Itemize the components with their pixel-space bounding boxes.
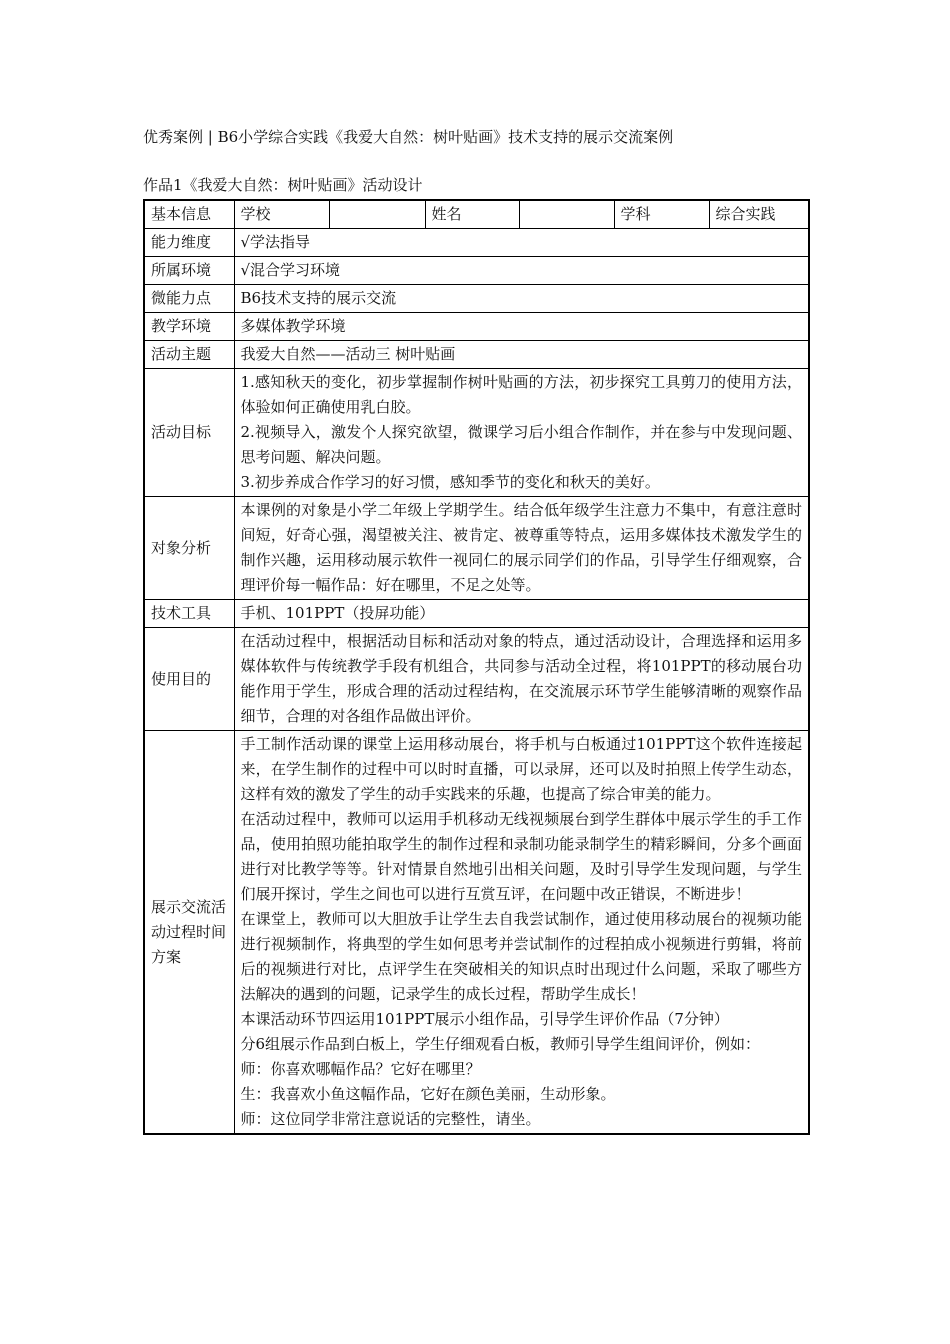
- goals-label: 活动目标: [144, 369, 234, 497]
- plan-label: 展示交流活动过程时间方案: [144, 731, 234, 1135]
- row-ability: [144, 229, 809, 257]
- school-value: [329, 200, 425, 229]
- row-environment: [144, 257, 809, 285]
- plan-dialogue-line: 师：你喜欢哪幅作品？它好在哪里？: [240, 1060, 481, 1078]
- plan-paragraph: 本课活动环节四运用101PPT展示小组作品，引导学生评价作品（7分钟）: [240, 1010, 729, 1028]
- tools-label: 技术工具: [144, 600, 234, 628]
- name-value: [519, 200, 614, 229]
- name-label: 姓名: [425, 200, 519, 229]
- environment-label: 所属环境: [144, 257, 234, 285]
- row-theme: [144, 341, 809, 369]
- analysis-label: 对象分析: [144, 497, 234, 600]
- purpose-label: 使用目的: [144, 628, 234, 731]
- row-micro-point: [144, 285, 809, 313]
- theme-value: 我爱大自然——活动三 树叶贴画: [234, 341, 809, 369]
- plan-paragraph: 分6组展示作品到白板上，学生仔细观看白板，教师引导学生组间评价，例如：: [240, 1035, 761, 1053]
- teaching-env-value: 多媒体教学环境: [234, 313, 809, 341]
- goal-item: 2.视频导入，激发个人探究欲望，微课学习后小组合作制作，并在参与中发现问题、思考问题、解决问题。: [240, 423, 802, 466]
- row-analysis: [144, 497, 809, 600]
- row-goals: [144, 369, 809, 497]
- analysis-text: 本课例的对象是小学二年级上学期学生。结合低年级学生注意力不集中，有意注意时间短，好奇心强，渴望被关注、被肯定、被尊重等特点，运用多媒体技术激发学生的制作兴趣，运用移动展示软件一视同仁的展示同学们的作品，引导学生仔细观察，合理评价每一幅作品：好在哪里，不足之处等。: [234, 497, 809, 600]
- row-plan: [144, 731, 809, 1135]
- purpose-text: 在活动过程中，根据活动目标和活动对象的特点，通过活动设计，合理选择和运用多媒体软件与传统教学手段有机组合，共同参与活动全过程，将101PPT的移动展台功能作用于学生，形成合理的活动过程结构，在交流展示环节学生能够清晰的观察作品细节，合理的对各组作品做出评价。: [234, 628, 809, 731]
- row-basic-info: [144, 200, 809, 229]
- row-teaching-env: [144, 313, 809, 341]
- subject-label: 学科: [614, 200, 709, 229]
- basic-info-label: 基本信息: [144, 200, 234, 229]
- goals-content: [234, 369, 809, 497]
- subject-value: 综合实践: [709, 200, 809, 229]
- document-title: 优秀案例 | B6小学综合实践《我爱大自然：树叶贴画》技术支持的展示交流案例: [143, 128, 674, 146]
- ability-value: √学法指导: [234, 229, 809, 257]
- micro-point-label: 微能力点: [144, 285, 234, 313]
- plan-content: [234, 731, 809, 1135]
- goal-item: 3.初步养成合作学习的好习惯，感知季节的变化和秋天的美好。: [240, 473, 660, 491]
- teaching-env-label: 教学环境: [144, 313, 234, 341]
- plan-paragraph: 手工制作活动课的课堂上运用移动展台，将手机与白板通过101PPT这个软件连接起来，在学生制作的过程中可以时时直播，可以录屏，还可以及时拍照上传学生动态，这样有效的激发了学生的动手实践来的乐趣，也提高了综合审美的能力。: [240, 735, 802, 803]
- plan-dialogue-line: 师：这位同学非常注意说话的完整性，请坐。: [240, 1110, 541, 1128]
- goal-item: 1.感知秋天的变化，初步掌握制作树叶贴画的方法，初步探究工具剪刀的使用方法，体验如何正确使用乳白胶。: [240, 373, 802, 416]
- activity-design-table: [143, 199, 810, 1135]
- row-purpose: [144, 628, 809, 731]
- ability-label: 能力维度: [144, 229, 234, 257]
- plan-paragraph: 在课堂上，教师可以大胆放手让学生去自我尝试制作，通过使用移动展台的视频功能进行视频制作，将典型的学生如何思考并尝试制作的过程拍成小视频进行剪辑，将前后的视频进行对比，点评学生在突破相关的知识点时出现过什么问题，采取了哪些方法解决的遇到的问题，记录学生的成长过程，帮助学生成长！: [240, 910, 802, 1003]
- row-tools: [144, 600, 809, 628]
- plan-dialogue-line: 生：我喜欢小鱼这幅作品，它好在颜色美丽，生动形象。: [240, 1085, 616, 1103]
- theme-label: 活动主题: [144, 341, 234, 369]
- plan-paragraph: 在活动过程中，教师可以运用手机移动无线视频展台到学生群体中展示学生的手工作品，使用拍照功能拍取学生的制作过程和录制功能录制学生的精彩瞬间，分多个画面进行对比教学等等。针对情景自然地引出相关问题，及时引导学生发现问题，与学生们展开探讨，学生之间也可以进行互赏互评，在问题中改正错误，不断进步！: [240, 810, 802, 903]
- environment-value: √混合学习环境: [234, 257, 809, 285]
- micro-point-value: B6技术支持的展示交流: [234, 285, 809, 313]
- school-label: 学校: [234, 200, 329, 229]
- form-caption: 作品1《我爱大自然：树叶贴画》活动设计: [143, 176, 423, 194]
- tools-value: 手机、101PPT（投屏功能）: [234, 600, 809, 628]
